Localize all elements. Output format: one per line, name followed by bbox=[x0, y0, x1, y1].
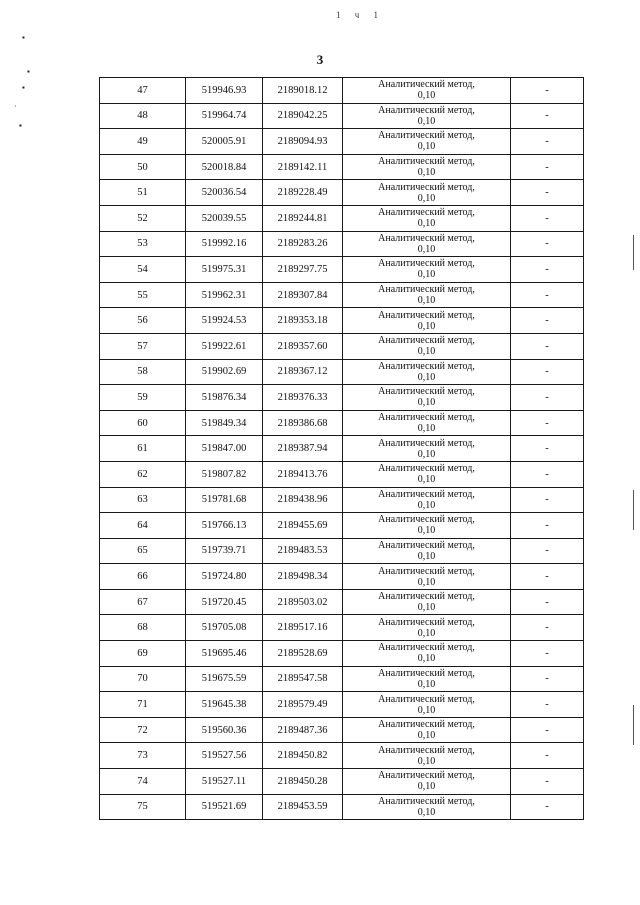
method-cell bbox=[343, 385, 511, 411]
point-number-cell: 65 bbox=[100, 538, 186, 564]
x-coordinate-cell: 519902.69 bbox=[186, 359, 263, 385]
accuracy-text: 0,10 bbox=[417, 602, 436, 614]
point-number-cell: 66 bbox=[100, 564, 186, 590]
table-row bbox=[100, 666, 584, 692]
x-coordinate-cell: 519766.13 bbox=[186, 513, 263, 539]
x-coordinate-cell: 519724.80 bbox=[186, 564, 263, 590]
point-number-cell: 58 bbox=[100, 359, 186, 385]
x-coordinate-cell: 519739.71 bbox=[186, 538, 263, 564]
note-cell: - bbox=[511, 794, 584, 820]
table-row bbox=[100, 385, 584, 411]
table-row bbox=[100, 717, 584, 743]
method-cell bbox=[343, 461, 511, 487]
accuracy-text: 0,10 bbox=[417, 576, 436, 588]
x-coordinate-cell: 519560.36 bbox=[186, 717, 263, 743]
accuracy-text: 0,10 bbox=[417, 781, 436, 793]
y-coordinate-cell: 2189018.12 bbox=[263, 78, 343, 104]
point-number-cell: 54 bbox=[100, 257, 186, 283]
note-cell: - bbox=[511, 333, 584, 359]
y-coordinate-cell: 2189228.49 bbox=[263, 180, 343, 206]
accuracy-text: 0,10 bbox=[417, 550, 436, 562]
method-text: Аналитический метод, bbox=[378, 642, 475, 654]
method-cell bbox=[343, 589, 511, 615]
y-coordinate-cell: 2189450.28 bbox=[263, 769, 343, 795]
y-coordinate-cell: 2189244.81 bbox=[263, 205, 343, 231]
y-coordinate-cell: 2189453.59 bbox=[263, 794, 343, 820]
y-coordinate-cell: 2189498.34 bbox=[263, 564, 343, 590]
method-cell bbox=[343, 794, 511, 820]
y-coordinate-cell: 2189042.25 bbox=[263, 103, 343, 129]
note-cell: - bbox=[511, 461, 584, 487]
point-number-cell: 72 bbox=[100, 717, 186, 743]
accuracy-text: 0,10 bbox=[417, 525, 436, 537]
method-text: Аналитический метод, bbox=[378, 437, 475, 449]
note-cell: - bbox=[511, 78, 584, 104]
note-cell: - bbox=[511, 589, 584, 615]
method-text: Аналитический метод, bbox=[378, 309, 475, 321]
scan-edge-line bbox=[633, 490, 634, 530]
accuracy-text: 0,10 bbox=[417, 806, 436, 818]
accuracy-text: 0,10 bbox=[417, 141, 436, 153]
method-cell bbox=[343, 180, 511, 206]
method-text: Аналитический метод, bbox=[378, 335, 475, 347]
table-row bbox=[100, 769, 584, 795]
note-cell: - bbox=[511, 359, 584, 385]
accuracy-text: 0,10 bbox=[417, 320, 436, 332]
accuracy-text: 0,10 bbox=[417, 218, 436, 230]
y-coordinate-cell: 2189503.02 bbox=[263, 589, 343, 615]
method-text: Аналитический метод, bbox=[378, 360, 475, 372]
table-row bbox=[100, 231, 584, 257]
x-coordinate-cell: 519847.00 bbox=[186, 436, 263, 462]
y-coordinate-cell: 2189283.26 bbox=[263, 231, 343, 257]
table-row bbox=[100, 436, 584, 462]
accuracy-text: 0,10 bbox=[417, 115, 436, 127]
method-text: Аналитический метод, bbox=[378, 130, 475, 142]
method-text: Аналитический метод, bbox=[378, 156, 475, 168]
point-number-cell: 61 bbox=[100, 436, 186, 462]
point-number-cell: 74 bbox=[100, 769, 186, 795]
method-cell bbox=[343, 769, 511, 795]
note-cell: - bbox=[511, 154, 584, 180]
method-text: Аналитический метод, bbox=[378, 770, 475, 782]
x-coordinate-cell: 520018.84 bbox=[186, 154, 263, 180]
accuracy-text: 0,10 bbox=[417, 243, 436, 255]
point-number-cell: 64 bbox=[100, 513, 186, 539]
table-row bbox=[100, 794, 584, 820]
x-coordinate-cell: 519876.34 bbox=[186, 385, 263, 411]
method-text: Аналитический метод, bbox=[378, 719, 475, 731]
method-cell bbox=[343, 308, 511, 334]
scan-artifact-mark: ▪ bbox=[22, 33, 25, 42]
x-coordinate-cell: 519645.38 bbox=[186, 692, 263, 718]
note-cell: - bbox=[511, 257, 584, 283]
accuracy-text: 0,10 bbox=[417, 295, 436, 307]
method-cell bbox=[343, 205, 511, 231]
note-cell: - bbox=[511, 205, 584, 231]
point-number-cell: 71 bbox=[100, 692, 186, 718]
method-cell bbox=[343, 333, 511, 359]
y-coordinate-cell: 2189547.58 bbox=[263, 666, 343, 692]
table-row bbox=[100, 487, 584, 513]
table-row bbox=[100, 692, 584, 718]
y-coordinate-cell: 2189528.69 bbox=[263, 641, 343, 667]
accuracy-text: 0,10 bbox=[417, 499, 436, 511]
note-cell: - bbox=[511, 103, 584, 129]
method-text: Аналитический метод, bbox=[378, 488, 475, 500]
method-cell bbox=[343, 410, 511, 436]
accuracy-text: 0,10 bbox=[417, 678, 436, 690]
table-row bbox=[100, 743, 584, 769]
method-text: Аналитический метод, bbox=[378, 412, 475, 424]
table-row bbox=[100, 564, 584, 590]
x-coordinate-cell: 519964.74 bbox=[186, 103, 263, 129]
table-row bbox=[100, 180, 584, 206]
accuracy-text: 0,10 bbox=[417, 730, 436, 742]
method-text: Аналитический метод, bbox=[378, 667, 475, 679]
accuracy-text: 0,10 bbox=[417, 192, 436, 204]
note-cell: - bbox=[511, 538, 584, 564]
point-number-cell: 63 bbox=[100, 487, 186, 513]
x-coordinate-cell: 519527.56 bbox=[186, 743, 263, 769]
accuracy-text: 0,10 bbox=[417, 90, 436, 102]
accuracy-text: 0,10 bbox=[417, 704, 436, 716]
accuracy-text: 0,10 bbox=[417, 627, 436, 639]
y-coordinate-cell: 2189517.16 bbox=[263, 615, 343, 641]
y-coordinate-cell: 2189387.94 bbox=[263, 436, 343, 462]
scan-top-mark: 1 ч 1 bbox=[336, 10, 385, 20]
accuracy-text: 0,10 bbox=[417, 346, 436, 358]
table-row bbox=[100, 129, 584, 155]
x-coordinate-cell: 519695.46 bbox=[186, 641, 263, 667]
table-row bbox=[100, 257, 584, 283]
point-number-cell: 69 bbox=[100, 641, 186, 667]
method-cell bbox=[343, 103, 511, 129]
y-coordinate-cell: 2189094.93 bbox=[263, 129, 343, 155]
page-number: 3 bbox=[316, 52, 324, 67]
x-coordinate-cell: 519975.31 bbox=[186, 257, 263, 283]
x-coordinate-cell: 519675.59 bbox=[186, 666, 263, 692]
note-cell: - bbox=[511, 180, 584, 206]
y-coordinate-cell: 2189438.96 bbox=[263, 487, 343, 513]
table-row bbox=[100, 461, 584, 487]
y-coordinate-cell: 2189357.60 bbox=[263, 333, 343, 359]
x-coordinate-cell: 519962.31 bbox=[186, 282, 263, 308]
method-cell bbox=[343, 78, 511, 104]
table-row bbox=[100, 513, 584, 539]
method-cell bbox=[343, 717, 511, 743]
method-text: Аналитический метод, bbox=[378, 744, 475, 756]
x-coordinate-cell: 520005.91 bbox=[186, 129, 263, 155]
method-cell bbox=[343, 564, 511, 590]
scan-edge-line bbox=[633, 235, 634, 270]
method-text: Аналитический метод, bbox=[378, 463, 475, 475]
note-cell: - bbox=[511, 513, 584, 539]
method-text: Аналитический метод, bbox=[378, 258, 475, 270]
note-cell: - bbox=[511, 615, 584, 641]
table-row bbox=[100, 308, 584, 334]
note-cell: - bbox=[511, 282, 584, 308]
y-coordinate-cell: 2189367.12 bbox=[263, 359, 343, 385]
point-number-cell: 50 bbox=[100, 154, 186, 180]
note-cell: - bbox=[511, 487, 584, 513]
table-row bbox=[100, 205, 584, 231]
method-cell bbox=[343, 666, 511, 692]
x-coordinate-cell: 519521.69 bbox=[186, 794, 263, 820]
point-number-cell: 51 bbox=[100, 180, 186, 206]
method-cell bbox=[343, 538, 511, 564]
point-number-cell: 75 bbox=[100, 794, 186, 820]
note-cell: - bbox=[511, 564, 584, 590]
method-text: Аналитический метод, bbox=[378, 284, 475, 296]
method-cell bbox=[343, 615, 511, 641]
note-cell: - bbox=[511, 717, 584, 743]
method-text: Аналитический метод, bbox=[378, 565, 475, 577]
method-text: Аналитический метод, bbox=[378, 232, 475, 244]
method-text: Аналитический метод, bbox=[378, 616, 475, 628]
point-number-cell: 67 bbox=[100, 589, 186, 615]
y-coordinate-cell: 2189450.82 bbox=[263, 743, 343, 769]
method-text: Аналитический метод, bbox=[378, 181, 475, 193]
x-coordinate-cell: 519705.08 bbox=[186, 615, 263, 641]
table-row bbox=[100, 538, 584, 564]
y-coordinate-cell: 2189455.69 bbox=[263, 513, 343, 539]
point-number-cell: 47 bbox=[100, 78, 186, 104]
method-text: Аналитический метод, bbox=[378, 591, 475, 603]
method-cell bbox=[343, 154, 511, 180]
coordinates-table bbox=[99, 77, 584, 820]
accuracy-text: 0,10 bbox=[417, 423, 436, 435]
y-coordinate-cell: 2189376.33 bbox=[263, 385, 343, 411]
method-text: Аналитический метод, bbox=[378, 539, 475, 551]
point-number-cell: 48 bbox=[100, 103, 186, 129]
note-cell: - bbox=[511, 129, 584, 155]
table-row bbox=[100, 359, 584, 385]
x-coordinate-cell: 519992.16 bbox=[186, 231, 263, 257]
table-row bbox=[100, 103, 584, 129]
method-cell bbox=[343, 282, 511, 308]
accuracy-text: 0,10 bbox=[417, 474, 436, 486]
point-number-cell: 62 bbox=[100, 461, 186, 487]
point-number-cell: 57 bbox=[100, 333, 186, 359]
y-coordinate-cell: 2189487.36 bbox=[263, 717, 343, 743]
method-text: Аналитический метод, bbox=[378, 207, 475, 219]
note-cell: - bbox=[511, 641, 584, 667]
x-coordinate-cell: 519924.53 bbox=[186, 308, 263, 334]
scan-artifact-mark: ▪ bbox=[27, 67, 30, 76]
point-number-cell: 68 bbox=[100, 615, 186, 641]
x-coordinate-cell: 519922.61 bbox=[186, 333, 263, 359]
table-row bbox=[100, 615, 584, 641]
x-coordinate-cell: 519781.68 bbox=[186, 487, 263, 513]
method-text: Аналитический метод, bbox=[378, 104, 475, 116]
table-row bbox=[100, 154, 584, 180]
note-cell: - bbox=[511, 692, 584, 718]
method-text: Аналитический метод, bbox=[378, 795, 475, 807]
x-coordinate-cell: 520036.54 bbox=[186, 180, 263, 206]
method-cell bbox=[343, 359, 511, 385]
y-coordinate-cell: 2189386.68 bbox=[263, 410, 343, 436]
accuracy-text: 0,10 bbox=[417, 269, 436, 281]
note-cell: - bbox=[511, 410, 584, 436]
point-number-cell: 59 bbox=[100, 385, 186, 411]
point-number-cell: 60 bbox=[100, 410, 186, 436]
x-coordinate-cell: 519849.34 bbox=[186, 410, 263, 436]
point-number-cell: 49 bbox=[100, 129, 186, 155]
y-coordinate-cell: 2189579.49 bbox=[263, 692, 343, 718]
method-cell bbox=[343, 436, 511, 462]
table-row bbox=[100, 333, 584, 359]
x-coordinate-cell: 519807.82 bbox=[186, 461, 263, 487]
table-row bbox=[100, 589, 584, 615]
accuracy-text: 0,10 bbox=[417, 653, 436, 665]
note-cell: - bbox=[511, 769, 584, 795]
accuracy-text: 0,10 bbox=[417, 448, 436, 460]
method-cell bbox=[343, 692, 511, 718]
method-text: Аналитический метод, bbox=[378, 693, 475, 705]
point-number-cell: 70 bbox=[100, 666, 186, 692]
accuracy-text: 0,10 bbox=[417, 397, 436, 409]
method-cell bbox=[343, 257, 511, 283]
accuracy-text: 0,10 bbox=[417, 371, 436, 383]
point-number-cell: 53 bbox=[100, 231, 186, 257]
y-coordinate-cell: 2189353.18 bbox=[263, 308, 343, 334]
method-cell bbox=[343, 743, 511, 769]
y-coordinate-cell: 2189413.76 bbox=[263, 461, 343, 487]
accuracy-text: 0,10 bbox=[417, 755, 436, 767]
y-coordinate-cell: 2189142.11 bbox=[263, 154, 343, 180]
point-number-cell: 52 bbox=[100, 205, 186, 231]
table-row bbox=[100, 410, 584, 436]
table-row bbox=[100, 78, 584, 104]
y-coordinate-cell: 2189297.75 bbox=[263, 257, 343, 283]
note-cell: - bbox=[511, 436, 584, 462]
method-cell bbox=[343, 513, 511, 539]
y-coordinate-cell: 2189483.53 bbox=[263, 538, 343, 564]
x-coordinate-cell: 520039.55 bbox=[186, 205, 263, 231]
point-number-cell: 73 bbox=[100, 743, 186, 769]
note-cell: - bbox=[511, 743, 584, 769]
note-cell: - bbox=[511, 231, 584, 257]
scan-artifact-mark: ▪ bbox=[19, 121, 22, 130]
method-cell bbox=[343, 129, 511, 155]
method-text: Аналитический метод, bbox=[378, 386, 475, 398]
method-cell bbox=[343, 641, 511, 667]
method-cell bbox=[343, 231, 511, 257]
table-row bbox=[100, 282, 584, 308]
x-coordinate-cell: 519527.11 bbox=[186, 769, 263, 795]
accuracy-text: 0,10 bbox=[417, 167, 436, 179]
point-number-cell: 55 bbox=[100, 282, 186, 308]
scan-edge-line bbox=[633, 705, 634, 745]
table-row bbox=[100, 641, 584, 667]
y-coordinate-cell: 2189307.84 bbox=[263, 282, 343, 308]
note-cell: - bbox=[511, 666, 584, 692]
scan-artifact-mark: · bbox=[14, 102, 17, 111]
method-cell bbox=[343, 487, 511, 513]
note-cell: - bbox=[511, 385, 584, 411]
point-number-cell: 56 bbox=[100, 308, 186, 334]
note-cell: - bbox=[511, 308, 584, 334]
method-text: Аналитический метод, bbox=[378, 514, 475, 526]
scan-artifact-mark: ▪ bbox=[22, 83, 25, 92]
x-coordinate-cell: 519946.93 bbox=[186, 78, 263, 104]
method-text: Аналитический метод, bbox=[378, 79, 475, 91]
x-coordinate-cell: 519720.45 bbox=[186, 589, 263, 615]
